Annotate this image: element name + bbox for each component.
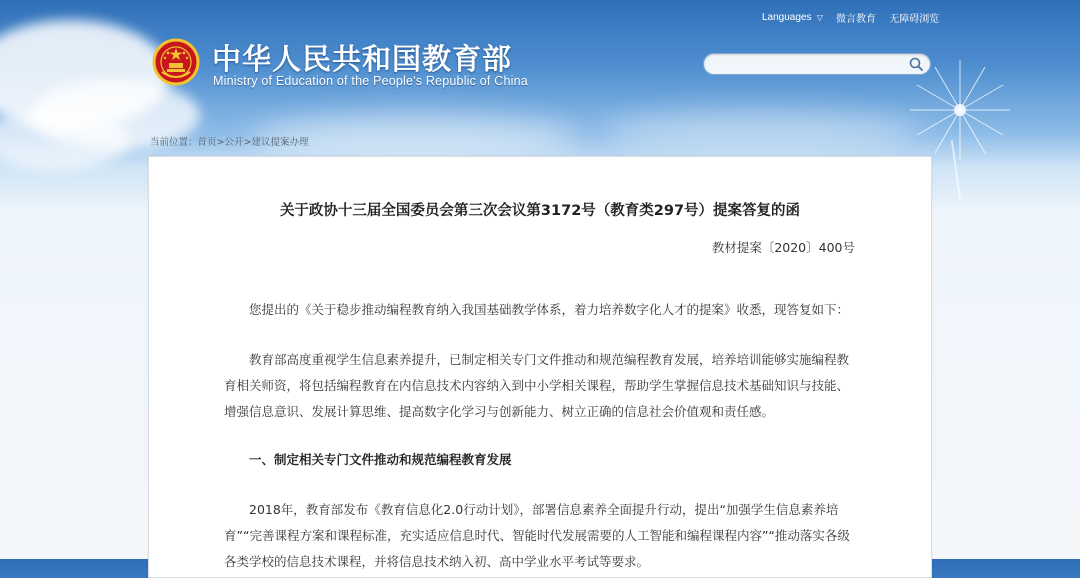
site-title[interactable]: 中华人民共和国教育部 bbox=[212, 42, 513, 76]
breadcrumb bbox=[150, 134, 309, 148]
breadcrumb-home[interactable]: 首页 bbox=[197, 137, 217, 148]
document-number: 教材提案〔2020〕400号 bbox=[711, 240, 855, 255]
top-links bbox=[762, 10, 939, 25]
breadcrumb-proposals[interactable]: 建议提案办理 bbox=[251, 137, 309, 148]
national-emblem-icon[interactable] bbox=[152, 38, 200, 86]
cloud-decoration bbox=[0, 110, 130, 170]
accessibility-link[interactable]: 无障碍浏览 bbox=[889, 14, 940, 25]
wechat-link[interactable]: 微言教育 bbox=[836, 14, 877, 25]
site-subtitle[interactable]: Ministry of Education of the People's Republic of China bbox=[213, 74, 528, 88]
section-heading: 一、制定相关专门文件推动和规范编程教育发展 bbox=[249, 452, 512, 467]
search-icon[interactable] bbox=[908, 56, 924, 72]
breadcrumb-separator: > bbox=[243, 137, 252, 148]
chevron-down-icon[interactable]: ▽ bbox=[816, 13, 823, 22]
search-box bbox=[703, 53, 931, 75]
document-paragraph: 教育部高度重视学生信息素养提升，已制定相关专门文件推动和规范编程教育发展，培养培训能够实施编程教育相关师资，将包括编程教育在内信息技术内容纳入到中小学相关课程，帮助学生掌握信息技术基础知识与技能、增强信息意识、发展计算思维、提高数字化学习与创新能力、树立正确的信息社会价值观和责任感。 bbox=[224, 352, 850, 419]
breadcrumb-separator: > bbox=[216, 137, 225, 148]
search-input[interactable] bbox=[714, 56, 903, 74]
languages-menu[interactable]: Languages bbox=[762, 12, 812, 23]
cloud-decoration bbox=[600, 112, 920, 152]
document-title: 关于政协十三届全国委员会第三次会议第3172号（教育类297号）提案答复的函 bbox=[279, 203, 801, 219]
breadcrumb-prefix: 当前位置： bbox=[150, 137, 198, 148]
breadcrumb-public[interactable]: 公开 bbox=[224, 137, 244, 148]
document-paragraph: 2018年，教育部发布《教育信息化2.0行动计划》，部署信息素养全面提升行动，提出“加强学生信息素养培育”“完善课程方案和课程标准，充实适应信息时代、智能时代发展需要的人工智能和编程课程内容”“推动落实各级各类学校的信息技术课程，并将信息技术纳入初、高中学业水平考试等要求。 bbox=[224, 502, 850, 569]
document-paragraph: 您提出的《关于稳步推动编程教育纳入我国基础教学体系，着力培养数字化人才的提案》收悉，现答复如下： bbox=[249, 302, 850, 317]
content-panel bbox=[148, 156, 932, 578]
